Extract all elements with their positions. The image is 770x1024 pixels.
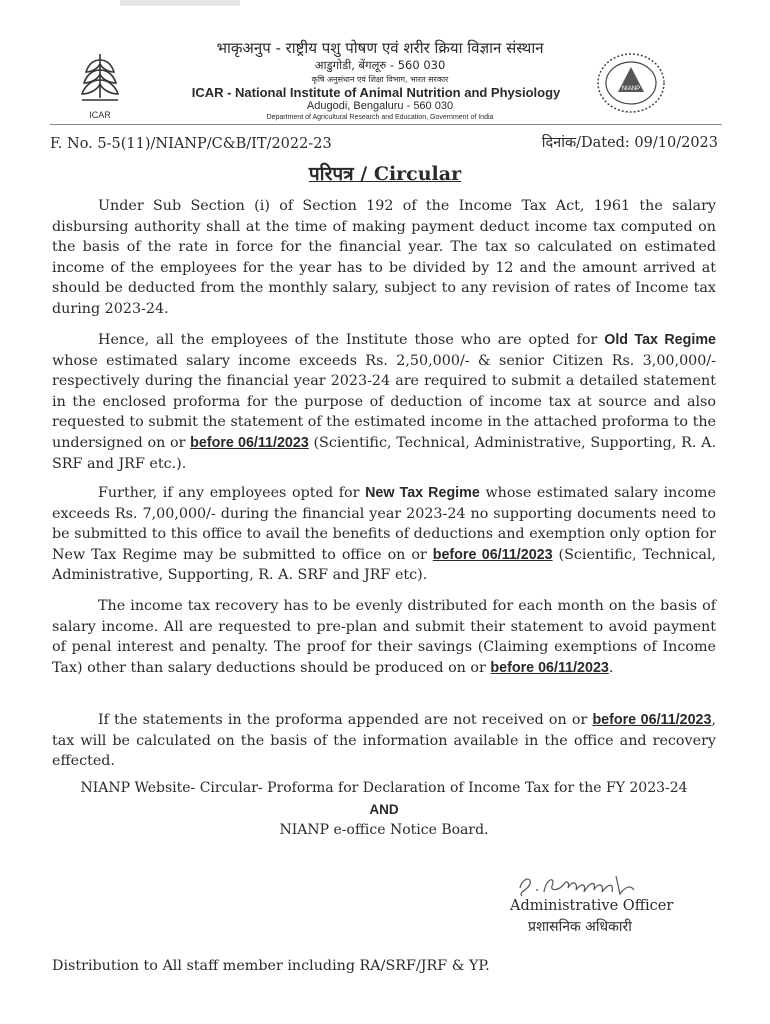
p2-text-a: Hence, all the employees of the Institute those who are opted for [98, 332, 605, 348]
deadline-p3: before 06/11/2023 [432, 546, 553, 563]
institute-address-hindi: आडुगोडी, बेंगलूरु - 560 030 [314, 58, 446, 72]
paragraph-1-text: Under Sub Section (i) of Section 192 of the Income Tax Act, 1961 the salary disbursing authority shall at the time of making payment deduct income tax computed on the basis of the rate in force for the financial year. The tax so calculated on estimated income of the employees for the year has to be divided by 12 and the amount arrived at should be deducted from the monthly salary, subject to any revision of rates of Income tax during 2023-24. [52, 198, 716, 317]
p3-text-c: whose estimated salary income exceeds Rs. 7,00,000/- during the financial year 2023-24 no supporting documents need to be submitted to this office to avail the benefits of deductions and exemption only option for New Tax Regime may be submitted to office on or [52, 485, 716, 563]
p3-text-a: Further, if any employees opted for [98, 485, 366, 501]
nianp-emblem-icon [594, 50, 668, 116]
department-hindi: कृषि अनुसंधान एवं शिक्षा विभाग, भारत सरकार [311, 75, 449, 84]
p2-text-c: whose estimated salary income exceeds Rs. 2,50,000/- & senior Citizen Rs. 3,00,000/- respectively during the financial year 2023-24 are required to submit a detailed statement in the enclosed proforma for the purpose of deduction of income tax at source and also requested to submit the statement of the estimated income in the attached proforma to the undersigned on or [52, 352, 716, 451]
icar-logo-icon [72, 46, 128, 122]
signature-image [512, 868, 642, 900]
deadline-p5: before 06/11/2023 [592, 712, 712, 728]
paragraph-new-tax-regime [52, 483, 716, 586]
paragraph-section-192 [52, 196, 716, 320]
circular-title-text: परिपत्र / Circular [308, 163, 462, 185]
and-line: AND [369, 802, 399, 817]
p4-text-a: The income tax recovery has to be evenly distributed for each month on the basis of salary income. All are requested to pre-plan and submit their statement to avoid payment of penal interest and penalty. The proof for their savings (Claiming exemptions of Income Tax) other than salary deductions should be produced on or [52, 598, 716, 676]
icar-logo-text: ICAR [89, 110, 111, 120]
paragraph-non-receipt [52, 710, 716, 772]
paragraph-recovery [52, 596, 716, 678]
department-english: Department of Agricultural Research and Education, Government of India [266, 114, 494, 121]
deadline-p2: before 06/11/2023 [190, 434, 309, 451]
p5-text-c: , tax will be calculated on the basis of the information available in the office and recovery effected. [52, 712, 716, 770]
distribution-line: Distribution to All staff member including RA/SRF/JRF & YP. [52, 958, 490, 974]
website-circular-line: NIANP Website- Circular- Proforma for Declaration of Income Tax for the FY 2023-24 [80, 780, 688, 796]
signatory-designation-hindi: प्रशासनिक अधिकारी [528, 919, 632, 935]
letterhead [0, 0, 770, 128]
institute-name-hindi: भाकृअनुप - राष्ट्रीय पशु पोषण एवं शरीर क्रिया विज्ञान संस्थान [216, 39, 544, 57]
p2-text-e: (Scientific, Technical, Administrative, Supporting, R. A. SRF and JRF etc.). [52, 434, 716, 472]
letterhead-divider [50, 124, 722, 125]
notice-board-line: NIANP e-office Notice Board. [279, 822, 489, 838]
old-tax-regime-label: Old Tax Regime [604, 332, 716, 348]
nianp-emblem-text: NIANP [621, 86, 641, 92]
p5-text-a: If the statements in the proforma appended are not received on or [98, 712, 593, 728]
new-tax-regime-label: New Tax Regime [365, 485, 480, 501]
circular-title [0, 160, 770, 186]
file-number: F. No. 5-5(11)/NIANP/C&B/IT/2022-23 [50, 136, 332, 152]
paragraph-old-tax-regime [52, 330, 716, 474]
p3-text-e: (Scientific, Technical, Administrative, Supporting, R. A. SRF and JRF etc). [52, 546, 716, 584]
p4-text-c: . [608, 659, 614, 676]
deadline-p4: before 06/11/2023 [490, 659, 609, 676]
signatory-designation-english: Administrative Officer [510, 898, 674, 914]
date-line: दिनांक/Dated: 09/10/2023 [541, 135, 718, 151]
institute-address-english: Adugodi, Bengaluru - 560 030 [306, 100, 454, 112]
institute-name-english: ICAR - National Institute of Animal Nutrition and Physiology [191, 85, 561, 100]
